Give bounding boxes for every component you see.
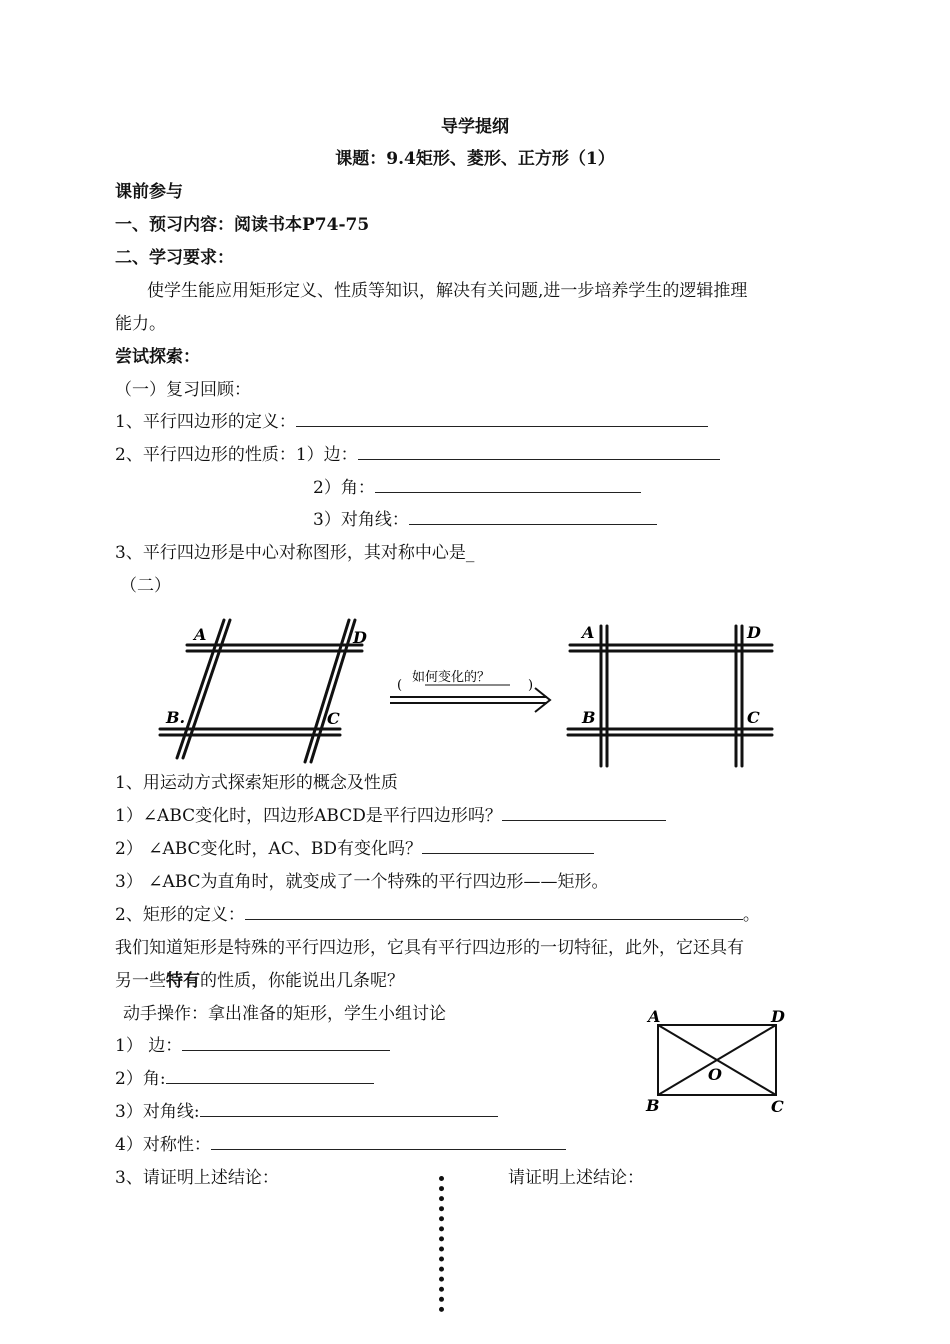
- paragraph-line-2: [115, 970, 404, 992]
- question-2-angle-label: 2）角：: [313, 478, 375, 498]
- lesson-subtitle: 课题：9.4矩形、菱形、正方形（1）: [335, 149, 615, 169]
- property-symmetry-label: 4）对称性：: [115, 1135, 211, 1155]
- part-2-heading: （二）: [120, 576, 171, 596]
- statement-1-3: 3） ∠ABC为直角时，就变成了一个特殊的平行四边形——矩形。: [115, 872, 609, 892]
- section-1: 1、用运动方式探索矩形的概念及性质: [115, 773, 398, 793]
- answer-blank-angle-prop[interactable]: [166, 1068, 374, 1084]
- rectangle-definition-label: 2、矩形的定义：: [115, 905, 245, 925]
- property-diagonal-label: 3）对角线:: [115, 1102, 200, 1122]
- vertex-label-b: B: [582, 708, 596, 727]
- review-heading: （一）复习回顾：: [115, 380, 251, 400]
- requirements-heading: 二、学习要求：: [115, 248, 234, 268]
- question-3: [115, 542, 474, 564]
- arrow-label: 如何变化的？: [412, 670, 491, 685]
- paragraph-bold: 特有: [166, 971, 200, 991]
- prove-right: 请证明上述结论：: [508, 1168, 644, 1188]
- transform-arrow: [385, 660, 555, 715]
- answer-blank-symmetry-prop[interactable]: [211, 1134, 566, 1150]
- vertex-label-d: D: [353, 628, 367, 647]
- answer-blank-1[interactable]: [296, 411, 708, 427]
- dotted-divider: [439, 1176, 450, 1312]
- pre-class-heading: 课前参与: [115, 182, 183, 202]
- property-side-label: 1） 边：: [115, 1036, 183, 1056]
- rect-label-b: B: [646, 1096, 660, 1115]
- explore-heading: 尝试探索：: [115, 347, 200, 367]
- rect-label-o: O: [708, 1065, 722, 1084]
- requirements-line-2: 能力。: [115, 314, 166, 334]
- parallelogram-stick-figure: [150, 612, 365, 772]
- question-2: [115, 444, 720, 466]
- question-2-label: 2、平行四边形的性质：1）边：: [115, 445, 358, 465]
- vertex-label-a: A: [194, 625, 207, 644]
- vertex-label-d: D: [747, 623, 761, 642]
- question-1-1-label: 1）∠ABC变化时，四边形ABCD是平行四边形吗？: [115, 806, 502, 826]
- arrow-paren-left: (: [397, 678, 403, 693]
- vertex-label-b: B.: [166, 708, 186, 727]
- definition-period: 。: [742, 905, 760, 925]
- answer-blank-side-prop[interactable]: [182, 1035, 390, 1051]
- paragraph-post: 的性质，你能说出几条呢？: [200, 971, 404, 991]
- answer-blank-1-1[interactable]: [502, 805, 666, 821]
- question-3-label: 3、平行四边形是中心对称图形，其对称中心是: [115, 543, 466, 563]
- question-1-2: [115, 838, 594, 860]
- prove-left: 3、请证明上述结论：: [115, 1168, 279, 1188]
- paragraph-pre: 另一些: [115, 971, 166, 991]
- vertex-label-a: A: [582, 623, 595, 642]
- activity-intro: 动手操作：拿出准备的矩形，学生小组讨论: [123, 1004, 446, 1024]
- rectangle-stick-figure: [560, 612, 785, 772]
- document-title: 导学提纲: [441, 117, 509, 137]
- rect-label-c: C: [771, 1097, 784, 1116]
- answer-blank-diagonal-prop[interactable]: [200, 1101, 498, 1117]
- rectangle-abcd-diagram: [640, 1005, 795, 1120]
- vertex-label-c: C: [747, 708, 760, 727]
- question-1-1: [115, 805, 666, 827]
- question-3-blank[interactable]: _: [465, 543, 475, 563]
- property-symmetry: [115, 1134, 566, 1156]
- question-1-label: 1、平行四边形的定义：: [115, 412, 296, 432]
- vertex-label-c: C: [327, 709, 340, 728]
- question-1-2-label: 2） ∠ABC变化时，AC、BD有变化吗？: [115, 839, 422, 859]
- property-side: [115, 1035, 390, 1057]
- answer-blank-side[interactable]: [358, 444, 720, 460]
- paragraph-line-1: 我们知道矩形是特殊的平行四边形，它具有平行四边形的一切特征，此外，它还具有: [115, 938, 744, 958]
- question-2-angle: [313, 477, 641, 499]
- question-2-diagonal: [313, 509, 657, 531]
- answer-blank-1-2[interactable]: [422, 838, 594, 854]
- rectangle-definition: [115, 904, 760, 926]
- property-angle: [115, 1068, 374, 1090]
- arrow-paren-right: ): [528, 678, 534, 693]
- requirements-line-1: 使学生能应用矩形定义、性质等知识，解决有关问题,进一步培养学生的逻辑推理: [147, 281, 748, 301]
- preview-content: 一、预习内容：阅读书本P74-75: [115, 215, 370, 235]
- rect-label-a: A: [648, 1007, 661, 1026]
- answer-blank-definition[interactable]: [245, 904, 743, 920]
- answer-blank-angle[interactable]: [375, 477, 641, 493]
- question-2-diagonal-label: 3）对角线：: [313, 510, 409, 530]
- rect-label-d: D: [771, 1007, 785, 1026]
- question-1: [115, 411, 708, 433]
- property-angle-label: 2）角:: [115, 1069, 166, 1089]
- answer-blank-diagonal[interactable]: [409, 509, 657, 525]
- property-diagonal: [115, 1101, 498, 1123]
